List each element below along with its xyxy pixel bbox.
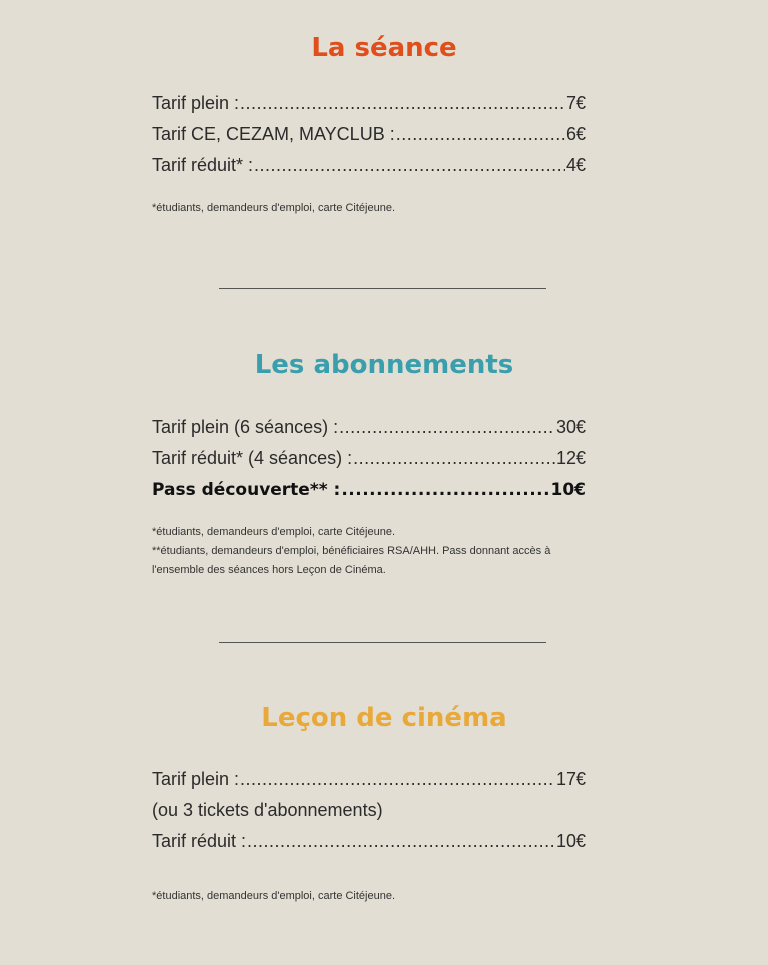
section-title-seance: La séance (311, 33, 457, 63)
price-subnote: (ou 3 tickets d'abonnements) (152, 800, 383, 820)
price-value: 6€ (565, 124, 586, 144)
price-row (152, 768, 586, 790)
section-divider (219, 642, 546, 643)
price-row (152, 830, 586, 852)
dot-leader (254, 154, 565, 176)
price-value: 17€ (555, 769, 586, 789)
dot-leader (353, 447, 555, 469)
dot-leader (240, 92, 565, 114)
price-value: 4€ (565, 155, 586, 175)
dot-leader (396, 123, 565, 145)
footnote (152, 199, 592, 218)
footnote (152, 887, 592, 906)
price-row-highlight (152, 479, 586, 501)
price-label: Tarif réduit : (152, 831, 247, 851)
dot-leader (339, 416, 555, 438)
footnote-line: *étudiants, demandeurs d'emploi, carte Citéjeune. (152, 890, 396, 902)
section-title-lecon: Leçon de cinéma (261, 703, 507, 733)
price-label: Tarif réduit* (4 séances) : (152, 448, 353, 468)
price-label: Tarif plein (6 séances) : (152, 417, 339, 437)
price-value: 12€ (555, 448, 586, 468)
price-value: 30€ (555, 417, 586, 437)
price-row (152, 123, 586, 145)
dot-leader (247, 830, 555, 852)
price-label: Tarif CE, CEZAM, MAYCLUB : (152, 124, 395, 144)
footnote-line: **étudiants, demandeurs d'emploi, bénéficiaires RSA/AHH. Pass donnant accès à (152, 545, 551, 557)
footnote (152, 523, 592, 580)
dot-leader (341, 479, 549, 501)
price-label: Tarif plein : (152, 93, 240, 113)
price-row (152, 447, 586, 469)
price-row (152, 154, 586, 176)
price-label: Tarif plein : (152, 769, 240, 789)
price-value: 10€ (555, 831, 586, 851)
section-divider (219, 288, 546, 289)
price-row (152, 416, 586, 438)
footnote-line: *étudiants, demandeurs d'emploi, carte Citéjeune. (152, 526, 396, 538)
price-label: Tarif réduit* : (152, 155, 254, 175)
section-title-abonnements: Les abonnements (254, 350, 514, 380)
price-label: Pass découverte** : (152, 480, 341, 500)
footnote-line: l'ensemble des séances hors Leçon de Cinéma. (152, 564, 386, 576)
dot-leader (240, 768, 555, 790)
price-row (152, 92, 586, 114)
price-value: 10€ (550, 480, 586, 500)
price-value: 7€ (565, 93, 586, 113)
footnote-line: *étudiants, demandeurs d'emploi, carte Citéjeune. (152, 202, 396, 214)
